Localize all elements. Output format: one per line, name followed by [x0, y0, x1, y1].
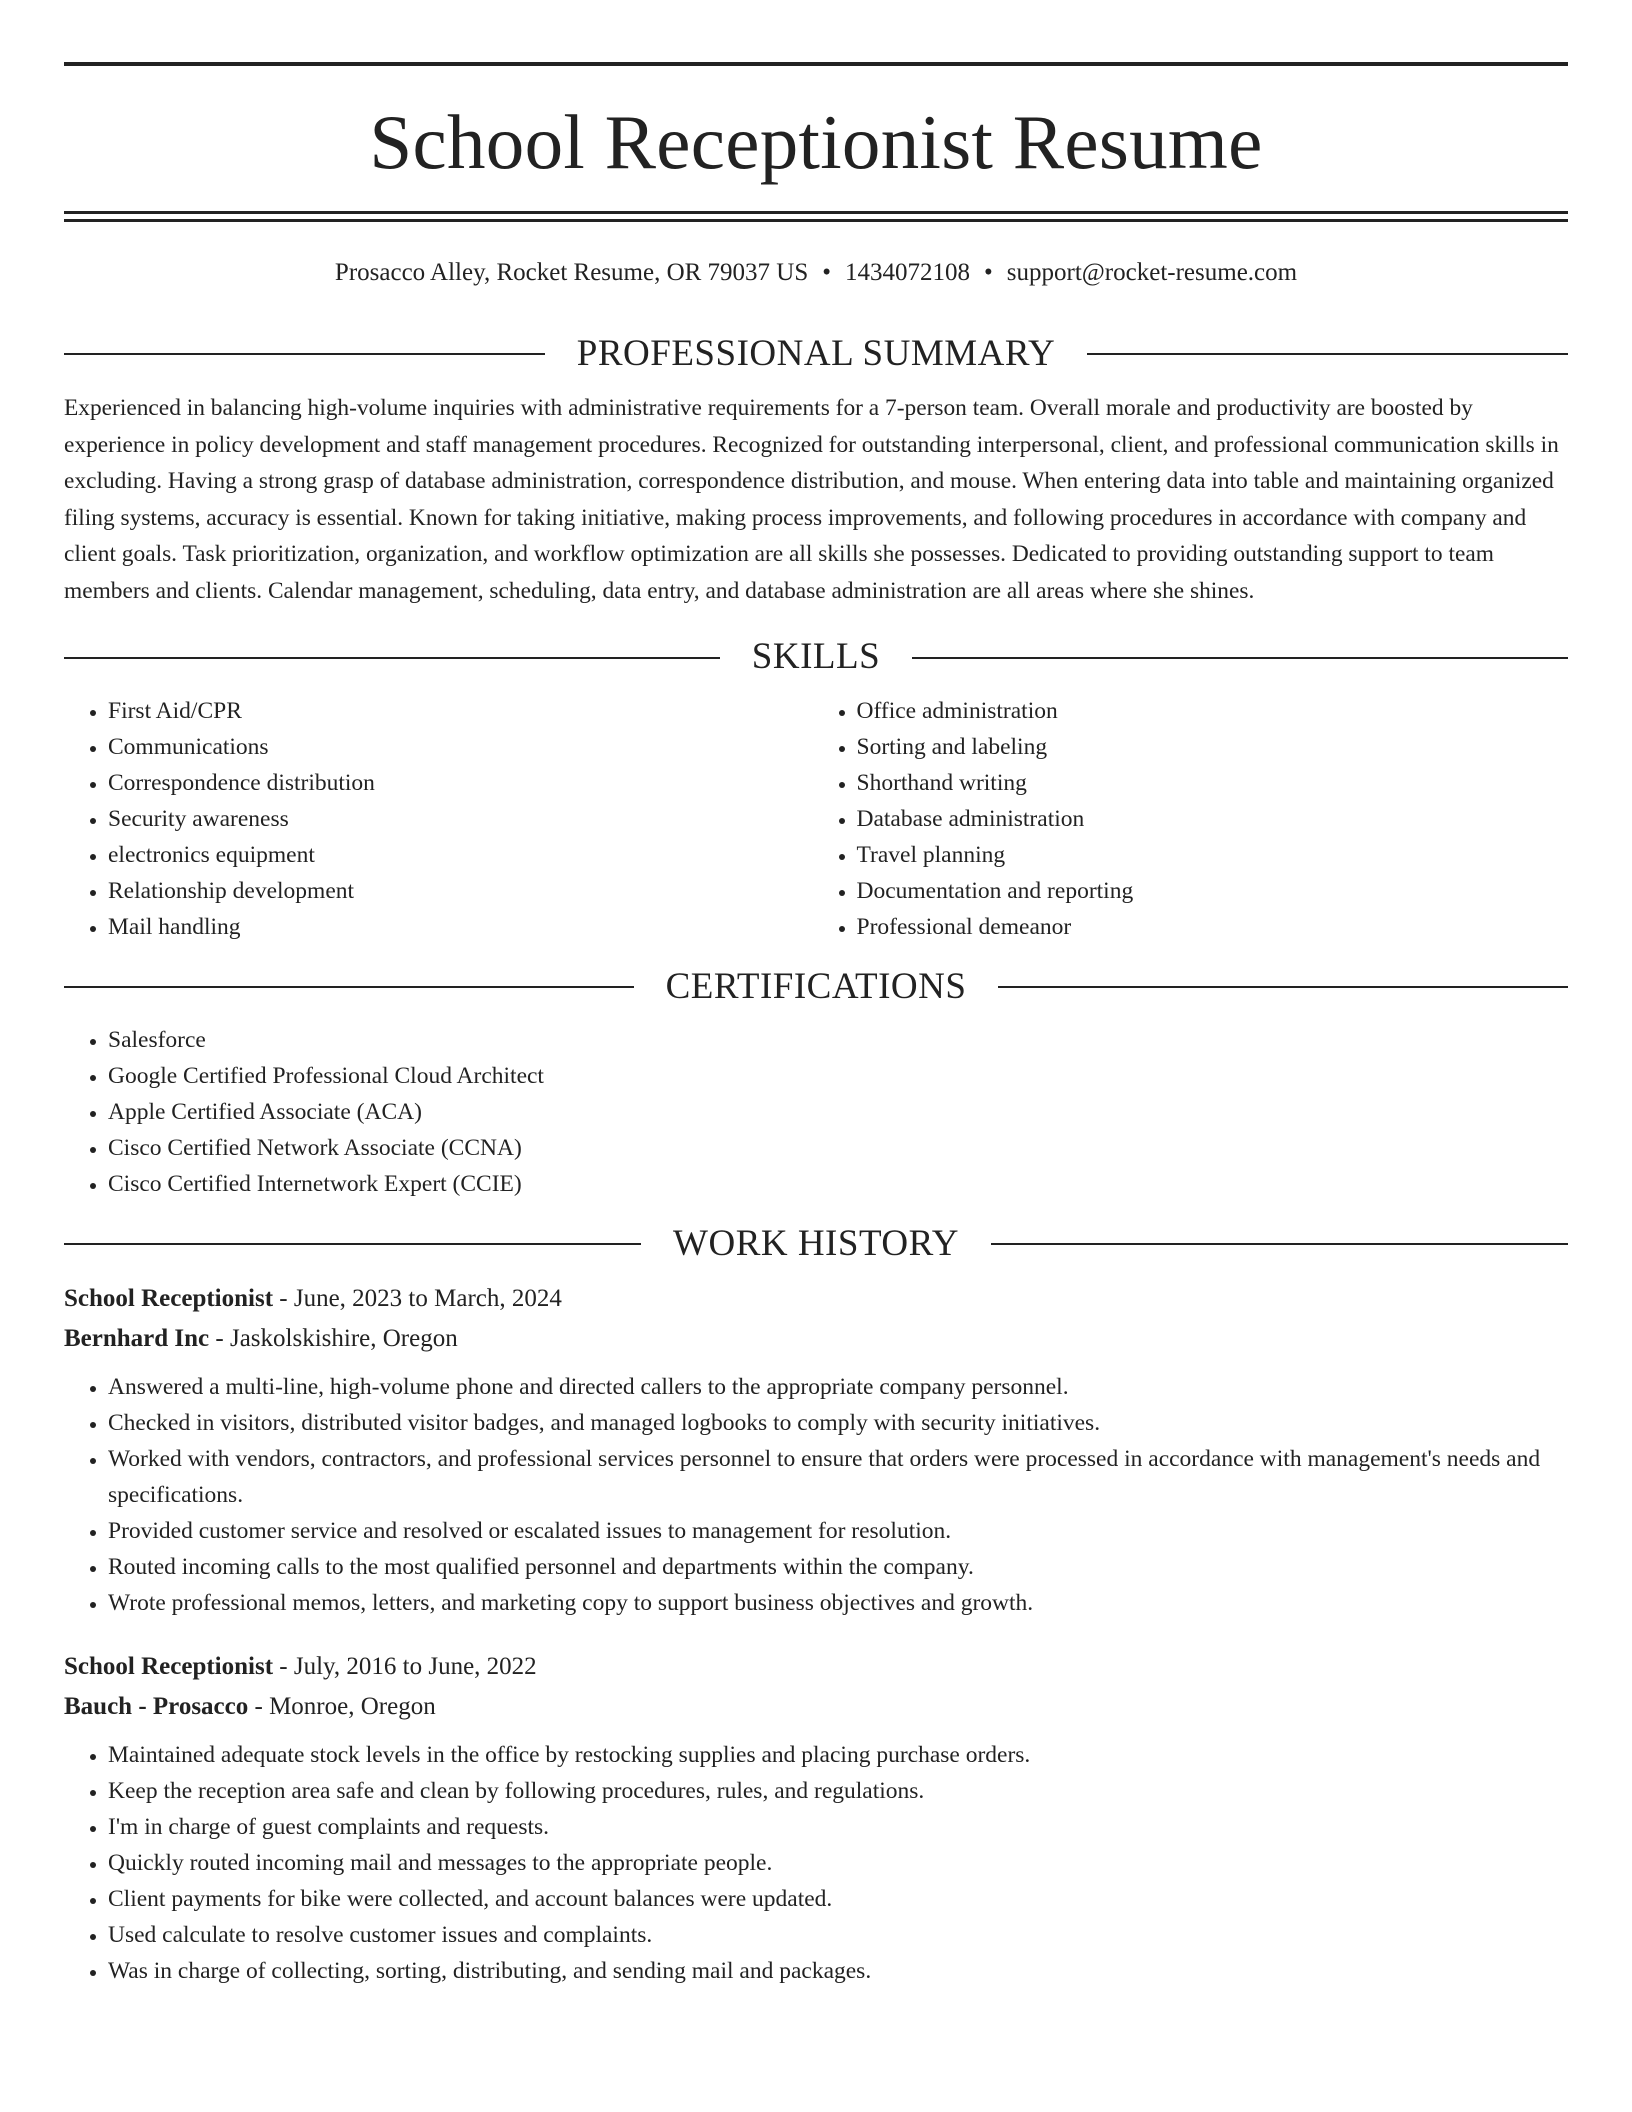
skill-item: • First Aid/CPR: [108, 693, 820, 729]
skill-item: • Correspondence distribution: [108, 765, 820, 801]
certifications-heading: [64, 965, 1568, 1009]
resume-title: School Receptionist Resume: [369, 99, 1263, 185]
summary-heading-label: PROFESSIONAL SUMMARY: [576, 333, 1056, 374]
certification-item: • Cisco Certified Network Associate (CCNA): [108, 1130, 1568, 1166]
work-history-heading-label: WORK HISTORY: [673, 1223, 959, 1265]
job-title: School Receptionist: [64, 1284, 274, 1312]
skill-item: • Relationship development: [108, 873, 820, 909]
contact-address: Prosacco Alley, Rocket Resume, OR 79037 US: [334, 259, 809, 286]
skills-heading: [64, 635, 1568, 679]
skills-list-left: [64, 693, 820, 945]
job-title: School Receptionist: [64, 1652, 274, 1680]
job-bullet: • Maintained adequate stock levels in the office by restocking supplies and placing purchase orders.: [108, 1737, 1568, 1773]
work-history-heading: [64, 1222, 1568, 1266]
job-title-line: [64, 1647, 1568, 1687]
job-bullet: • Client payments for bike were collected, and account balances were updated.: [108, 1881, 1568, 1917]
job-entry: [64, 1647, 1568, 1989]
job-location: - Monroe, Oregon: [248, 1692, 436, 1720]
contact-line: [64, 258, 1568, 288]
job-company-line: [64, 1687, 1568, 1727]
job-bullet: • Answered a multi-line, high-volume phone and directed callers to the appropriate company personnel.: [108, 1369, 1568, 1405]
skill-item: • Travel planning: [857, 837, 1569, 873]
job-bullet-list: [64, 1737, 1568, 1989]
skills-columns: [64, 693, 1568, 945]
heading-rule-left: [64, 986, 634, 988]
skills-list-right: [820, 693, 1569, 945]
skills-heading-label: SKILLS: [751, 636, 881, 678]
job-location: - Jaskolskishire, Oregon: [209, 1324, 458, 1352]
job-title-line: [64, 1279, 1568, 1319]
heading-rule-left: [64, 1243, 641, 1245]
heading-rule-right: [1087, 353, 1568, 355]
heading-rule-left: [64, 657, 720, 659]
contact-separator: •: [822, 259, 832, 286]
skill-item: • electronics equipment: [108, 837, 820, 873]
certification-item: • Salesforce: [108, 1022, 1568, 1058]
certifications-heading-label: CERTIFICATIONS: [665, 965, 967, 1007]
skill-item: • Communications: [108, 729, 820, 765]
certification-item: • Google Certified Professional Cloud Architect: [108, 1058, 1568, 1094]
certifications-list: [64, 1022, 1568, 1202]
contact-phone: 1434072108: [845, 259, 971, 286]
job-bullet: • I'm in charge of guest complaints and requests.: [108, 1809, 1568, 1845]
skill-item: • Sorting and labeling: [857, 729, 1569, 765]
job-bullet: • Provided customer service and resolved or escalated issues to management for resolution.: [108, 1513, 1568, 1549]
job-bullet: • Checked in visitors, distributed visitor badges, and managed logbooks to comply with security initiatives.: [108, 1405, 1568, 1441]
job-entry: [64, 1279, 1568, 1621]
contact-email: support@rocket-resume.com: [1006, 259, 1298, 286]
summary-heading: [64, 332, 1568, 376]
heading-rule-left: [64, 353, 545, 355]
job-bullet-list: [64, 1369, 1568, 1621]
job-bullet: • Wrote professional memos, letters, and marketing copy to support business objectives and growth.: [108, 1585, 1568, 1621]
title-double-rule: [64, 211, 1568, 222]
contact-separator: •: [984, 259, 993, 286]
skill-item: • Shorthand writing: [857, 765, 1569, 801]
job-company: Bernhard Inc: [64, 1324, 210, 1352]
certification-item: • Cisco Certified Internetwork Expert (CCIE): [108, 1166, 1568, 1202]
skill-item: • Professional demeanor: [857, 909, 1569, 945]
skill-item: • Documentation and reporting: [857, 873, 1569, 909]
skill-item: • Security awareness: [108, 801, 820, 837]
job-dates: - June, 2023 to March, 2024: [273, 1284, 562, 1312]
job-bullet: • Worked with vendors, contractors, and professional services personnel to ensure that orders were processed in accordance with management's needs and specifications.: [108, 1441, 1568, 1513]
certification-item: • Apple Certified Associate (ACA): [108, 1094, 1568, 1130]
job-bullet: • Keep the reception area safe and clean by following procedures, rules, and regulations.: [108, 1773, 1568, 1809]
skill-item: • Office administration: [857, 693, 1569, 729]
heading-rule-right: [912, 657, 1568, 659]
job-company-line: [64, 1319, 1568, 1359]
job-bullet: • Quickly routed incoming mail and messages to the appropriate people.: [108, 1845, 1568, 1881]
heading-rule-right: [991, 1243, 1568, 1245]
skill-item: • Database administration: [857, 801, 1569, 837]
summary-text: Experienced in balancing high-volume inquiries with administrative requirements for a 7-person team. Overall morale and productivity are boosted by experience in policy development and staff management procedures. Recognized for outstanding interpersonal, client, and professional communication skills in excluding. Having a strong grasp of database administration, correspondence distribution, and mouse. When entering data into table and maintaining organized filing systems, accuracy is essential. Known for taking initiative, making process improvements, and following procedures in accordance with company and client goals. Task prioritization, organization, and workflow optimization are all skills she possesses. Dedicated to providing outstanding support to team members and clients. Calendar management, scheduling, data entry, and database administration are all areas where she shines.: [64, 395, 1559, 604]
skill-item: • Mail handling: [108, 909, 820, 945]
job-bullet: • Routed incoming calls to the most qualified personnel and departments within the company.: [108, 1549, 1568, 1585]
job-bullet: • Used calculate to resolve customer issues and complaints.: [108, 1917, 1568, 1953]
heading-rule-right: [998, 986, 1568, 988]
top-rule: [64, 62, 1568, 66]
job-bullet: • Was in charge of collecting, sorting, distributing, and sending mail and packages.: [108, 1953, 1568, 1989]
job-dates: - July, 2016 to June, 2022: [273, 1652, 537, 1680]
job-company: Bauch - Prosacco: [64, 1692, 249, 1720]
